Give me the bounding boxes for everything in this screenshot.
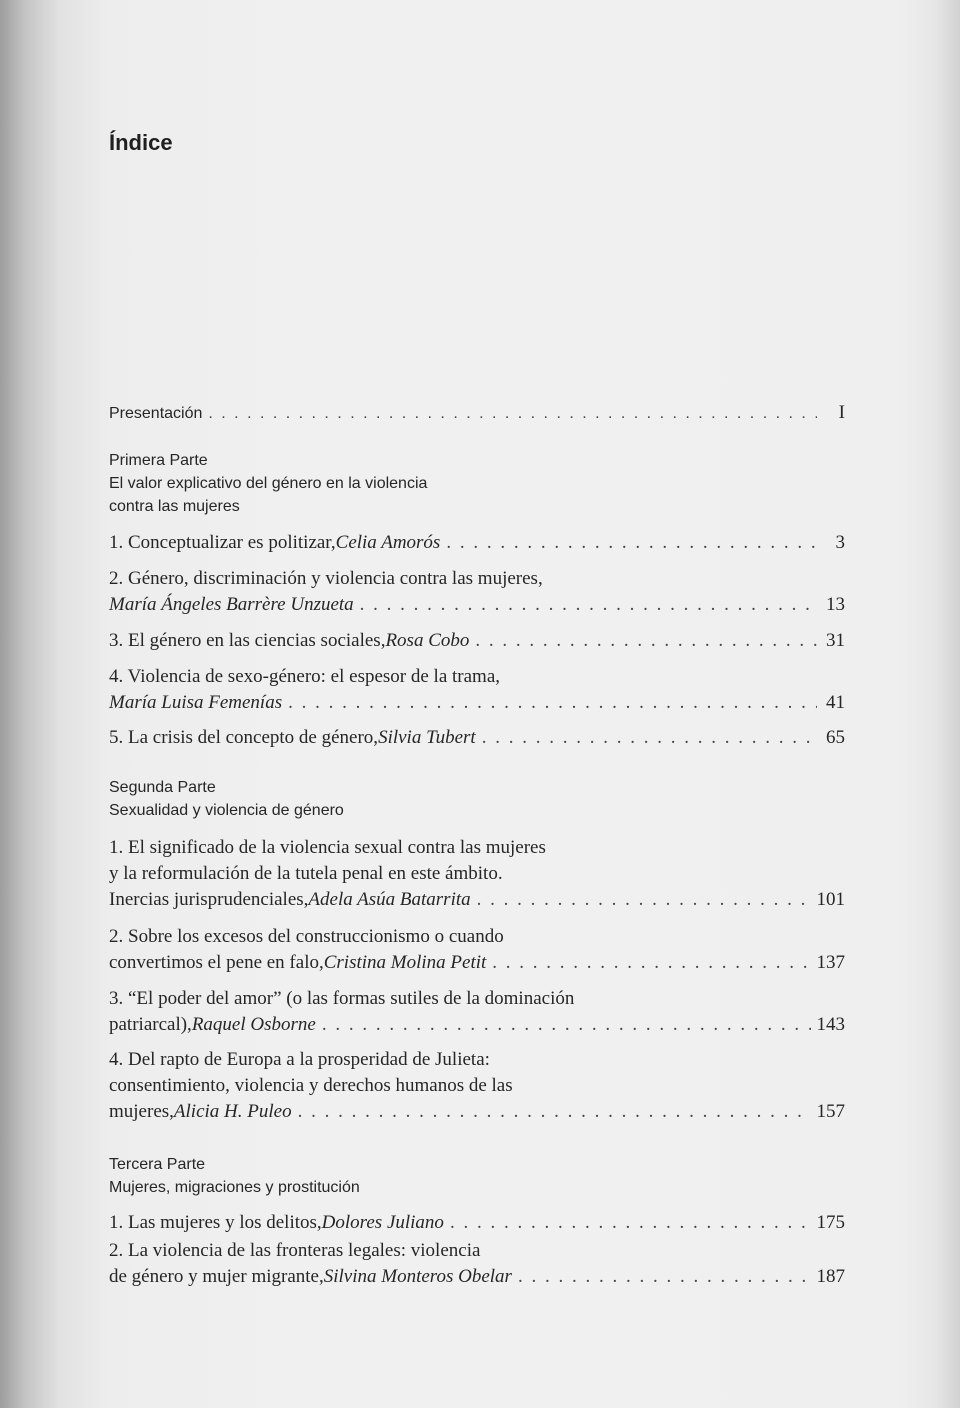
part-subtitle: Sexualidad y violencia de género bbox=[109, 802, 344, 819]
toc-entry-title: 2. Sobre los excesos del construccionismo o cuando bbox=[109, 926, 504, 947]
toc-entry-author: Cristina Molina Petit bbox=[323, 952, 487, 973]
toc-entry-title: consentimiento, violencia y derechos humanos de las bbox=[109, 1075, 513, 1096]
part-subtitle: El valor explicativo del género en la violencia bbox=[109, 475, 428, 492]
toc-entry[interactable] bbox=[109, 664, 845, 716]
toc-entry-author: Silvina Monteros Obelar bbox=[323, 1266, 512, 1287]
toc-entry-title: 1. Conceptualizar es politizar, bbox=[109, 532, 336, 553]
toc-entry[interactable] bbox=[109, 1047, 845, 1125]
page-number: 31 bbox=[826, 630, 845, 651]
page-number: 13 bbox=[826, 594, 845, 615]
toc-entry-title: 3. El género en las ciencias sociales, bbox=[109, 630, 386, 651]
dot-leader bbox=[518, 1264, 811, 1290]
toc-entry[interactable] bbox=[109, 628, 845, 654]
toc-entry-title: de género y mujer migrante, bbox=[109, 1266, 324, 1287]
dot-leader bbox=[475, 628, 817, 654]
part-subtitle: contra las mujeres bbox=[109, 498, 240, 515]
toc-entry[interactable] bbox=[109, 530, 845, 556]
toc-entry[interactable] bbox=[109, 725, 845, 751]
toc-entry[interactable] bbox=[109, 986, 845, 1038]
page-number: 143 bbox=[816, 1014, 845, 1035]
toc-entry-title: 4. Violencia de sexo-género: el espesor de la trama, bbox=[109, 666, 501, 687]
toc-entry[interactable] bbox=[109, 835, 845, 913]
toc-entry-title: Inercias jurisprudenciales, bbox=[109, 889, 309, 910]
dot-leader bbox=[360, 592, 817, 618]
page-number: 157 bbox=[816, 1101, 845, 1122]
page-title: Índice bbox=[109, 130, 173, 155]
toc-entry-title: 1. El significado de la violencia sexual contra las mujeres bbox=[109, 837, 546, 858]
part-label: Segunda Parte bbox=[109, 779, 216, 796]
toc-entry-author: Raquel Osborne bbox=[191, 1014, 316, 1035]
part-label: Tercera Parte bbox=[109, 1156, 206, 1173]
part-label: Primera Parte bbox=[109, 452, 208, 469]
page-number: 65 bbox=[826, 727, 845, 748]
toc-entry-title: 2. La violencia de las fronteras legales: violencia bbox=[109, 1240, 481, 1261]
page-number: 41 bbox=[826, 692, 845, 713]
toc-entry-title: 3. “El poder del amor” (o las formas sutiles de la dominación bbox=[109, 988, 575, 1009]
part-heading-3 bbox=[109, 1153, 360, 1199]
toc-entry-title: 2. Género, discriminación y violencia contra las mujeres, bbox=[109, 568, 543, 589]
toc-entry-author: Rosa Cobo bbox=[385, 630, 470, 651]
page-number: 175 bbox=[816, 1212, 845, 1233]
dot-leader bbox=[450, 1210, 811, 1236]
toc-entry-title: mujeres, bbox=[109, 1101, 174, 1122]
toc-entry-author: María Luisa Femenías bbox=[109, 692, 283, 713]
toc-entry-author: Dolores Juliano bbox=[321, 1212, 444, 1233]
toc-entry-title: Presentación bbox=[109, 405, 203, 422]
page-number: 137 bbox=[816, 952, 845, 973]
page-number: 187 bbox=[816, 1266, 845, 1287]
dot-leader bbox=[322, 1012, 811, 1038]
toc-entry-title: 1. Las mujeres y los delitos, bbox=[109, 1212, 322, 1233]
dot-leader bbox=[446, 530, 817, 556]
toc-entry-author: Celia Amorós bbox=[335, 532, 441, 553]
toc-entry-title: 4. Del rapto de Europa a la prosperidad de Julieta: bbox=[109, 1049, 490, 1070]
part-subtitle: Mujeres, migraciones y prostitución bbox=[109, 1179, 360, 1196]
toc-entry-author: Adela Asúa Batarrita bbox=[308, 889, 471, 910]
toc-entry-title: convertimos el pene en falo, bbox=[109, 952, 324, 973]
page-number: 3 bbox=[835, 532, 845, 553]
toc-entry[interactable] bbox=[109, 566, 845, 618]
toc-entry[interactable] bbox=[109, 1210, 845, 1236]
toc-entry-title: patriarcal), bbox=[109, 1014, 192, 1035]
dot-leader bbox=[298, 1099, 811, 1125]
toc-entry-presentacion[interactable] bbox=[109, 401, 845, 425]
toc-entry[interactable] bbox=[109, 924, 845, 976]
toc-entry-title: 5. La crisis del concepto de género, bbox=[109, 727, 379, 748]
toc-entry[interactable] bbox=[109, 1238, 845, 1290]
dot-leader bbox=[288, 690, 817, 716]
toc-entry-author: María Ángeles Barrère Unzueta bbox=[109, 594, 354, 615]
toc-entry-author: Alicia H. Puleo bbox=[173, 1101, 292, 1122]
dot-leader bbox=[208, 402, 817, 425]
page-number: I bbox=[838, 402, 845, 423]
toc-entry-author: Silvia Tubert bbox=[378, 727, 476, 748]
toc-entry-title: y la reformulación de la tutela penal en este ámbito. bbox=[109, 863, 503, 884]
part-heading-2 bbox=[109, 776, 344, 822]
dot-leader bbox=[477, 887, 811, 913]
dot-leader bbox=[482, 725, 817, 751]
dot-leader bbox=[492, 950, 810, 976]
page-number: 101 bbox=[816, 889, 845, 910]
part-heading-1 bbox=[109, 449, 427, 518]
